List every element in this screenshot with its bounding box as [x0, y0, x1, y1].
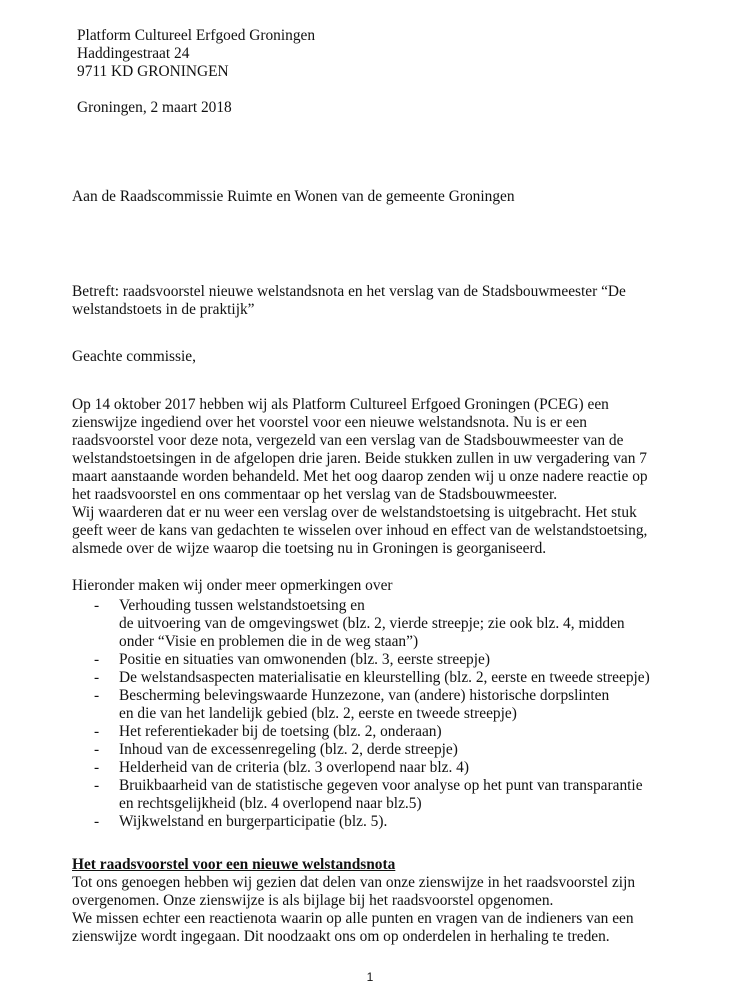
paragraph-line: overgenomen. Onze zienswijze is als bijlage bij het raadsvoorstel opgenomen.: [72, 892, 554, 909]
list-dash: -: [94, 651, 100, 668]
list-item: [72, 813, 712, 831]
recipient-line: Aan de Raadscommissie Ruimte en Wonen van de gemeente Groningen: [72, 188, 515, 205]
sender-name: Platform Cultureel Erfgoed Groningen: [77, 27, 316, 44]
list-item: [72, 723, 712, 741]
paragraph-line: het raadsvoorstel en ons commentaar op het verslag van de Stadsbouwmeester.: [72, 486, 558, 503]
list-dash: -: [94, 687, 100, 704]
list-item: [72, 759, 712, 777]
paragraph-line: welstandstoetsingen in de afgelopen drie jaren. Beide stukken zullen in uw vergadering van 7: [72, 450, 647, 467]
list-item-line: Inhoud van de excessenregeling (blz. 2, derde streepje): [119, 741, 458, 758]
list-item-line: Bescherming belevingswaarde Hunzezone, van (andere) historische dorpslinten: [119, 687, 610, 704]
list-item-line: Bruikbaarheid van de statistische gegeven voor analyse op het punt van transparantie: [119, 777, 643, 794]
section-heading: Het raadsvoorstel voor een nieuwe welstandsnota: [72, 856, 396, 873]
paragraph-raadsvoorstel: [72, 874, 692, 946]
list-item-line: de uitvoering van de omgevingswet (blz. 2, vierde streepje; zie ook blz. 4, midden: [119, 615, 625, 632]
list-item-line: Verhouding tussen welstandstoetsing en: [119, 597, 365, 614]
list-dash: -: [94, 597, 100, 614]
list-dash: -: [94, 759, 100, 776]
list-item-line: De welstandsaspecten materialisatie en kleurstelling (blz. 2, eerste en tweede streepje): [119, 669, 650, 686]
page-number: 1: [366, 970, 374, 984]
paragraph-line: We missen echter een reactienota waarin op alle punten en vragen van de indieners van een: [72, 910, 634, 927]
paragraph-intro: [72, 396, 692, 558]
list-item-line: en rechtsgelijkheid (blz. 4 overlopend naar blz.5): [119, 795, 422, 812]
paragraph-line: maart aanstaande worden behandeld. Met het oog daarop zenden wij u onze nadere reactie op: [72, 468, 648, 485]
list-item-line: Positie en situaties van omwonenden (blz. 3, eerste streepje): [119, 651, 490, 668]
list-dash: -: [94, 741, 100, 758]
list-item-line: Het referentiekader bij de toetsing (blz. 2, onderaan): [119, 723, 442, 740]
paragraph-line: alsmede over de wijze waarop die toetsing nu in Groningen is georganiseerd.: [72, 540, 547, 557]
list-item: [72, 687, 712, 723]
subject-line: [72, 283, 692, 319]
salutation: Geachte commissie,: [72, 348, 196, 365]
remarks-list: [72, 597, 712, 831]
paragraph-line: raadsvoorstel voor deze nota, vergezeld van een verslag van de Stadsbouwmeester van de: [72, 432, 624, 449]
subject-line-1: Betreft: raadsvoorstel nieuwe welstandsnota en het verslag van de Stadsbouwmeester “De: [72, 283, 626, 300]
list-item: [72, 777, 712, 813]
paragraph-line: Tot ons genoegen hebben wij gezien dat delen van onze zienswijze in het raadsvoorstel zijn: [72, 874, 636, 891]
subject-line-2: welstandstoets in de praktijk”: [72, 301, 255, 318]
list-item: [72, 669, 712, 687]
list-item: [72, 741, 712, 759]
list-item: [72, 597, 712, 651]
list-item-line: en die van het landelijk gebied (blz. 2, eerste en tweede streepje): [119, 705, 517, 722]
list-item: [72, 651, 712, 669]
list-dash: -: [94, 813, 100, 830]
letter-date: Groningen, 2 maart 2018: [77, 99, 232, 116]
list-dash: -: [94, 777, 100, 794]
list-item-line: onder “Visie en problemen die in de weg staan”): [119, 633, 419, 650]
paragraph-line: Op 14 oktober 2017 hebben wij als Platform Cultureel Erfgoed Groningen (PCEG) een: [72, 396, 609, 413]
paragraph-line: geeft weer de kans van gedachten te wisselen over inhoud en effect van de welstandstoetsing,: [72, 522, 648, 539]
list-intro: Hieronder maken wij onder meer opmerkingen over: [72, 577, 393, 594]
list-item-line: Helderheid van de criteria (blz. 3 overlopend naar blz. 4): [119, 759, 469, 776]
list-item-line: Wijkwelstand en burgerparticipatie (blz. 5).: [119, 813, 388, 830]
sender-street: Haddingestraat 24: [77, 45, 190, 62]
list-dash: -: [94, 669, 100, 686]
sender-address: [77, 27, 315, 81]
paragraph-line: Wij waarderen dat er nu weer een verslag over de welstandstoetsing is uitgebracht. Het stuk: [72, 504, 637, 521]
paragraph-line: zienswijze wordt ingegaan. Dit noodzaakt ons om op onderdelen in herhaling te treden.: [72, 928, 610, 945]
list-dash: -: [94, 723, 100, 740]
sender-postcode-city: 9711 KD GRONINGEN: [77, 63, 229, 80]
paragraph-line: zienswijze ingediend over het voorstel voor een nieuwe welstandsnota. Nu is er een: [72, 414, 587, 431]
